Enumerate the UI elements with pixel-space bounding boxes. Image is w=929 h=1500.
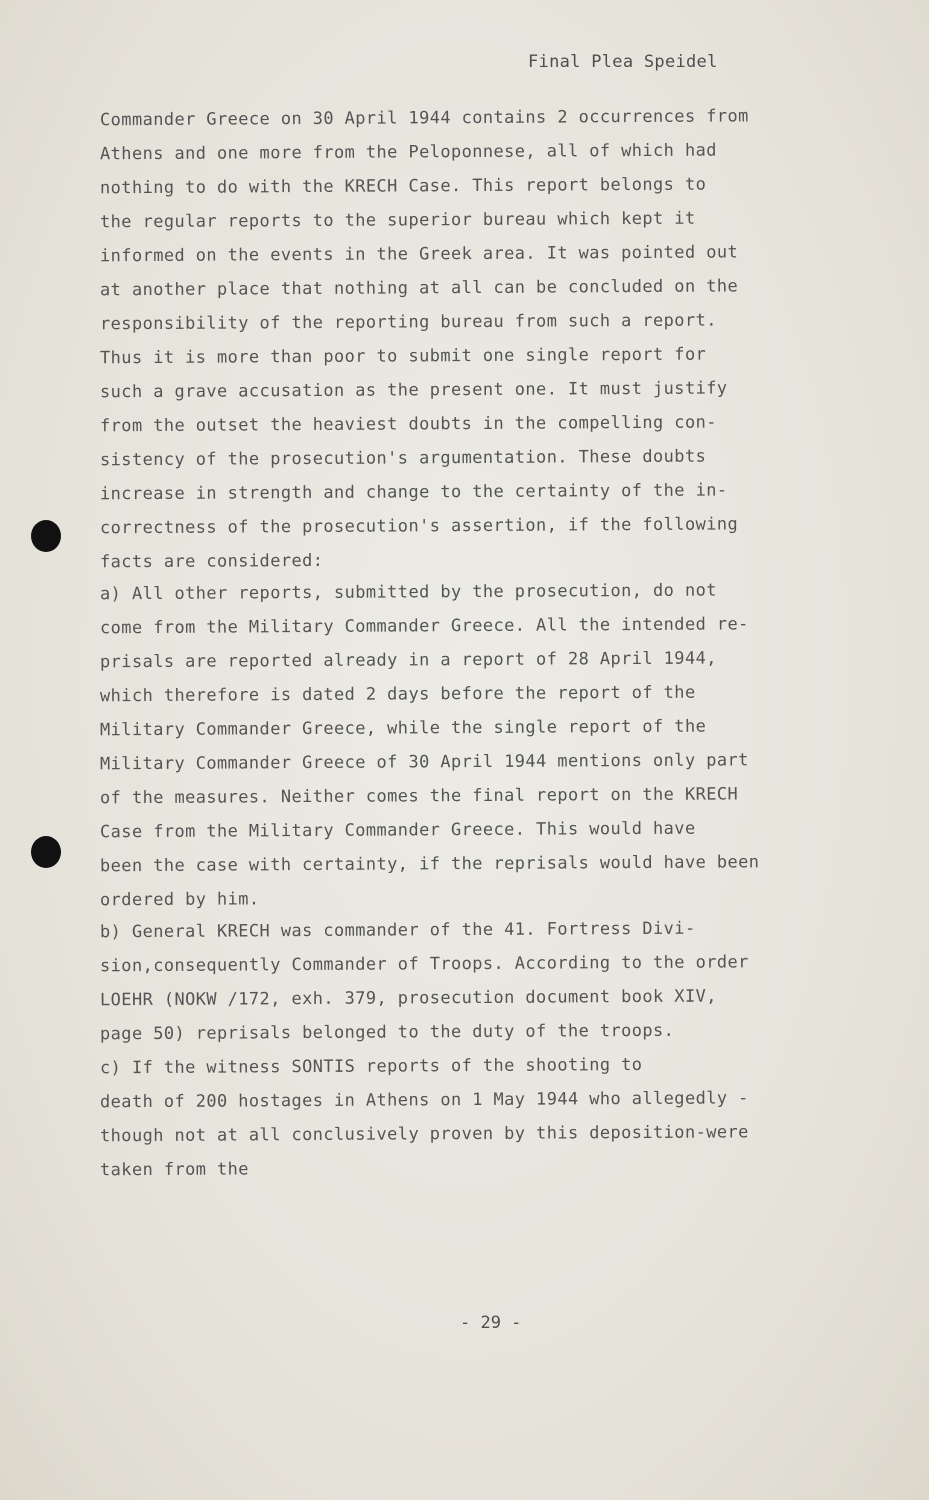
text-line: correctness of the prosecution's assertion, if the following bbox=[99, 514, 739, 539]
page-number: - 29 - bbox=[460, 1313, 522, 1333]
text-line: Case from the Military Commander Greece. This would have bbox=[99, 818, 696, 843]
body-text bbox=[99, 106, 850, 1181]
text-line: which therefore is dated 2 days before the report of the bbox=[99, 682, 696, 707]
text-line: responsibility of the reporting bureau from such a report. bbox=[99, 310, 717, 335]
text-line: though not at all conclusively proven by this deposition-were bbox=[99, 1122, 749, 1147]
text-line: nothing to do with the KRECH Case. This report belongs to bbox=[99, 174, 707, 199]
text-line: prisals are reported already in a report of 28 April 1944, bbox=[99, 648, 717, 673]
text-line: b) General KRECH was commander of the 41. Fortress Divi- bbox=[99, 918, 696, 943]
text-line: sion,consequently Commander of Troops. According to the order bbox=[99, 952, 749, 977]
text-line: of the measures. Neither comes the final report on the KRECH bbox=[99, 784, 739, 809]
text-line: c) If the witness SONTIS reports of the shooting to bbox=[99, 1054, 643, 1079]
text-line: taken from the bbox=[99, 1159, 249, 1181]
text-line: Military Commander Greece, while the single report of the bbox=[99, 716, 707, 741]
text-line: increase in strength and change to the certainty of the in- bbox=[99, 480, 728, 505]
text-line: page 50) reprisals belonged to the duty of the troops. bbox=[99, 1020, 675, 1045]
text-line: been the case with certainty, if the reprisals would have been bbox=[99, 852, 760, 877]
text-line: a) All other reports, submitted by the prosecution, do not bbox=[99, 580, 717, 605]
text-line: Athens and one more from the Peloponnese, all of which had bbox=[99, 140, 717, 165]
punch-hole-top bbox=[31, 520, 61, 552]
page-header: Final Plea Speidel bbox=[528, 52, 718, 72]
text-line: the regular reports to the superior bureau which kept it bbox=[99, 208, 696, 233]
text-line: death of 200 hostages in Athens on 1 May 1944 who allegedly - bbox=[99, 1088, 749, 1113]
text-line: LOEHR (NOKW /172, exh. 379, prosecution document book XIV, bbox=[99, 986, 717, 1011]
text-line: at another place that nothing at all can be concluded on the bbox=[99, 276, 739, 301]
text-line: sistency of the prosecution's argumentation. These doubts bbox=[99, 446, 707, 471]
text-line: ordered by him. bbox=[99, 889, 260, 911]
text-line: come from the Military Commander Greece. All the intended re- bbox=[99, 614, 749, 639]
text-line: informed on the events in the Greek area. It was pointed out bbox=[99, 242, 739, 267]
text-line: Thus it is more than poor to submit one single report for bbox=[99, 344, 707, 369]
punch-hole-bottom bbox=[31, 836, 61, 868]
text-line: Military Commander Greece of 30 April 1944 mentions only part bbox=[99, 750, 749, 775]
text-line: Commander Greece on 30 April 1944 contains 2 occurrences from bbox=[99, 106, 749, 131]
text-line: facts are considered: bbox=[99, 550, 324, 573]
text-line: from the outset the heaviest doubts in the compelling con- bbox=[99, 412, 717, 437]
text-line: such a grave accusation as the present one. It must justify bbox=[99, 378, 728, 403]
